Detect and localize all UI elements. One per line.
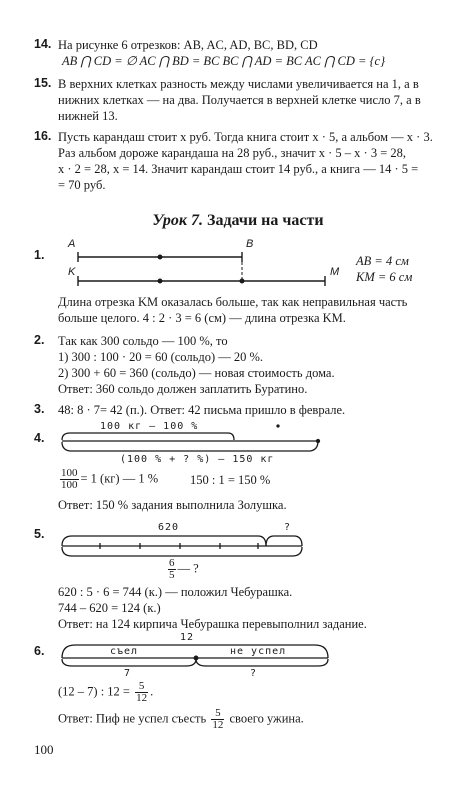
problem-1-line2: больше целого. 4 : 2 · 3 = 6 (см) — длина отрезка KM.: [58, 311, 346, 325]
fraction-numerator: 5: [211, 708, 224, 720]
fraction-denominator: 5: [169, 569, 175, 581]
fraction-6-5: [168, 558, 176, 581]
bar5-bottom-question: — ?: [177, 561, 199, 576]
item-15-line2: нижних клетках — на два. Получается в верхней клетке число 7, а в: [58, 93, 421, 107]
problem-2-line4: Ответ: 360 сольдо должен заплатить Буратино.: [58, 382, 308, 396]
problem-5-answer: Ответ: на 124 кирпича Чебурашка перевыполнил задание.: [58, 617, 367, 631]
item-number-15: 15.: [34, 76, 52, 90]
segment-km: [78, 276, 325, 286]
problem-number-5: 5.: [34, 527, 45, 541]
problem-6-eq-dot: .: [150, 684, 154, 699]
point-label-b: B: [246, 238, 254, 250]
problem-4-answer: Ответ: 150 % задания выполнила Золушка.: [58, 498, 287, 512]
bar-diagram-5: [62, 536, 302, 556]
ab-length: AB = 4 см: [356, 254, 409, 268]
problem-2-line2: 1) 300 : 100 · 20 = 60 (сольдо) — 20 %.: [58, 350, 264, 364]
item-15-line1: В верхних клетках разность между числами увеличивается на 1, а в: [58, 77, 419, 91]
lesson-prefix: Урок 7.: [152, 212, 204, 229]
lesson-heading: [0, 212, 476, 230]
item-14-line1: На рисунке 6 отрезков: AB, AC, AD, BC, BD, CD: [58, 38, 318, 52]
bar6-left-label: съел: [110, 646, 139, 657]
page-number: 100: [34, 742, 54, 757]
fraction-numerator: 5: [135, 681, 148, 693]
problem-5-line2: 744 – 620 = 124 (к.): [58, 601, 161, 615]
fraction-5-12: [135, 681, 148, 704]
fraction-denominator: 12: [136, 692, 148, 704]
point-label-a: A: [68, 238, 76, 250]
fraction-numerator: 6: [169, 557, 175, 569]
fraction-numerator: 100: [61, 467, 78, 479]
problem-3-line1: 48: 8 · 7= 42 (п.). Ответ: 42 письма пришло в феврале.: [58, 403, 346, 417]
lesson-title: Задачи на части: [207, 212, 324, 229]
problem-4-equation: [58, 468, 158, 491]
problem-6-answer-text: Ответ: Пиф не успел съесть: [58, 711, 207, 726]
bar4-top-label: 100 кг — 100 %: [100, 421, 199, 432]
fraction-5-12-answer: [211, 708, 224, 731]
item-14-line2: AB ⋂ CD = ∅ AC ⋂ BD = BC BC ⋂ AD = BC AC ⋂ CD = {c}: [62, 54, 386, 68]
problem-number-4: 4.: [34, 431, 45, 445]
bar5-bottom-label: [166, 558, 199, 581]
bar5-top-label: 620: [158, 522, 180, 533]
problem-number-6: 6.: [34, 644, 45, 658]
bar-diagram-6: [62, 645, 328, 666]
point-label-k: K: [68, 266, 76, 278]
problem-4-eq1: = 1 (кг) — 1 %: [80, 471, 159, 486]
fraction-denominator: 100: [61, 479, 78, 491]
fraction-100-100: [60, 468, 79, 491]
problem-6-equation: [58, 681, 153, 704]
bar6-top-label: 12: [180, 632, 195, 643]
bar5-question: ?: [284, 522, 292, 533]
km-length: KM = 6 см: [356, 270, 413, 284]
problem-6-answer: [58, 708, 304, 731]
problem-6-eq-text: (12 – 7) : 12 =: [58, 684, 130, 699]
item-15-line3: нижней 13.: [58, 109, 118, 123]
problem-1-line1: Длина отрезка KM оказалась больше, так как неправильная часть: [58, 295, 408, 309]
item-number-16: 16.: [34, 129, 52, 143]
problem-5-line1: 620 : 5 · 6 = 744 (к.) — положил Чебурашка.: [58, 585, 293, 599]
item-16-line2: Раз альбом дороже карандаша на 28 руб., значит x · 5 – x · 3 = 28,: [58, 146, 407, 160]
problem-4-eq2: 150 : 1 = 150 %: [190, 473, 271, 487]
problem-number-2: 2.: [34, 333, 45, 347]
problem-number-3: 3.: [34, 402, 45, 416]
item-16-line3: x · 2 = 28, x = 14. Значит карандаш стоит 14 руб., а книга — 14 · 5 =: [58, 162, 419, 176]
problem-6-answer-end: своего ужина.: [229, 711, 304, 726]
bar4-bottom-label: (100 % + ? %) – 150 кг: [120, 454, 275, 465]
item-number-14: 14.: [34, 37, 52, 51]
bar6-right-label: не успел: [230, 646, 287, 657]
segment-ab: [78, 252, 242, 262]
problem-number-1: 1.: [34, 248, 45, 262]
problem-2-line1: Так как 300 сольдо — 100 %, то: [58, 334, 228, 348]
bar6-bottom-right: ?: [250, 668, 258, 679]
fraction-denominator: 12: [212, 719, 224, 731]
item-16-line1: Пусть карандаш стоит x руб. Тогда книга стоит x · 5, а альбом — x · 3.: [58, 130, 433, 144]
problem-2-line3: 2) 300 + 60 = 360 (сольдо) — новая стоимость дома.: [58, 366, 335, 380]
bar6-bottom-left: 7: [124, 668, 132, 679]
item-16-line4: = 70 руб.: [58, 178, 106, 192]
point-label-m: M: [330, 266, 340, 278]
